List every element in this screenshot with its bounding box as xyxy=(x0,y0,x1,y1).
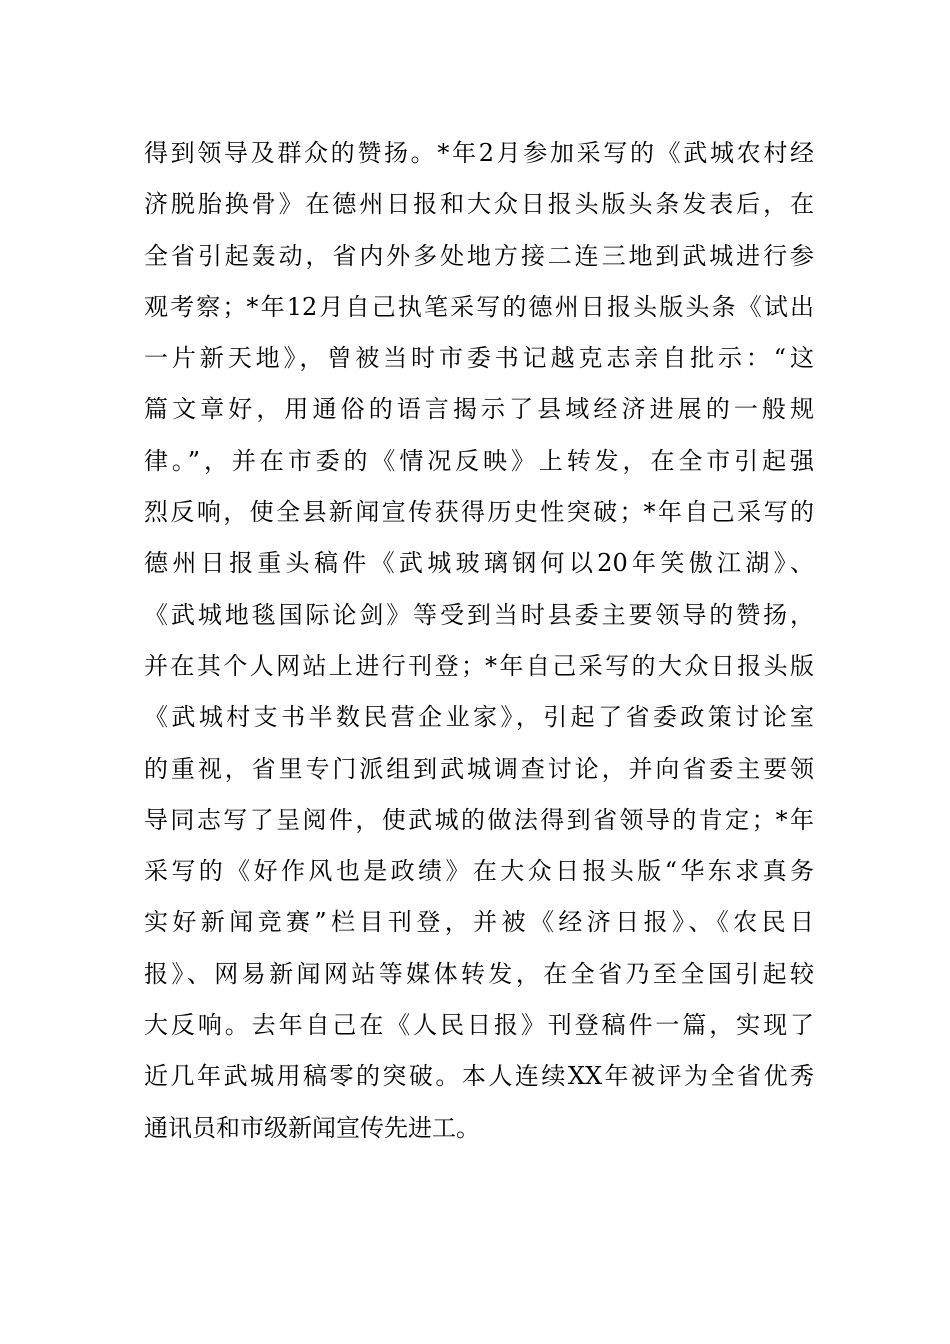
body-paragraph xyxy=(144,128,814,1154)
text-line: 一片新天地》，曾被当时市委书记越克志亲自批示：“这 xyxy=(144,344,814,373)
text-line: 烈反响，使全县新闻宣传获得历史性突破；*年自己采写的 xyxy=(144,498,814,527)
text-line: 的重视，省里专门派组到武城调查讨论，并向省委主要领 xyxy=(144,754,814,783)
text-line: 实好新闻竞赛”栏目刊登，并被《经济日报》、《农民日 xyxy=(144,908,814,937)
text-line: 济脱胎换骨》在德州日报和大众日报头版头条发表后，在 xyxy=(144,190,814,219)
text-line: 律。”，并在市委的《情况反映》上转发，在全市引起强 xyxy=(144,446,814,475)
text-line: 采写的《好作风也是政绩》在大众日报头版“华东求真务 xyxy=(144,857,814,886)
text-line: 观考察；*年12月自己执笔采写的德州日报头版头条《试出 xyxy=(144,292,814,321)
text-line: 德州日报重头稿件《武城玻璃钢何以20年笑傲江湖》、 xyxy=(144,549,814,578)
text-line: 近几年武城用稿零的突破。本人连续XX年被评为全省优秀 xyxy=(144,1062,814,1091)
text-line: 导同志写了呈阅件，使武城的做法得到省领导的肯定；*年 xyxy=(144,805,814,834)
text-line: 篇文章好，用通俗的语言揭示了县域经济进展的一般规 xyxy=(144,395,814,424)
text-line: 大反响。去年自己在《人民日报》刊登稿件一篇，实现了 xyxy=(144,1011,814,1040)
text-line: 《武城地毯国际论剑》等受到当时县委主要领导的赞扬， xyxy=(144,600,814,629)
text-line: 全省引起轰动，省内外多处地方接二连三地到武城进行参 xyxy=(144,241,814,270)
text-line: 《武城村支书半数民营企业家》，引起了省委政策讨论室 xyxy=(144,703,814,732)
text-line: 并在其个人网站上进行刊登；*年自己采写的大众日报头版 xyxy=(144,651,814,680)
text-line: 得到领导及群众的赞扬。*年2月参加采写的《武城农村经 xyxy=(144,139,814,167)
text-line: 通讯员和市级新闻宣传先进工。 xyxy=(144,1113,480,1142)
text-line: 报》、网易新闻网站等媒体转发，在全省乃至全国引起较 xyxy=(144,959,814,988)
